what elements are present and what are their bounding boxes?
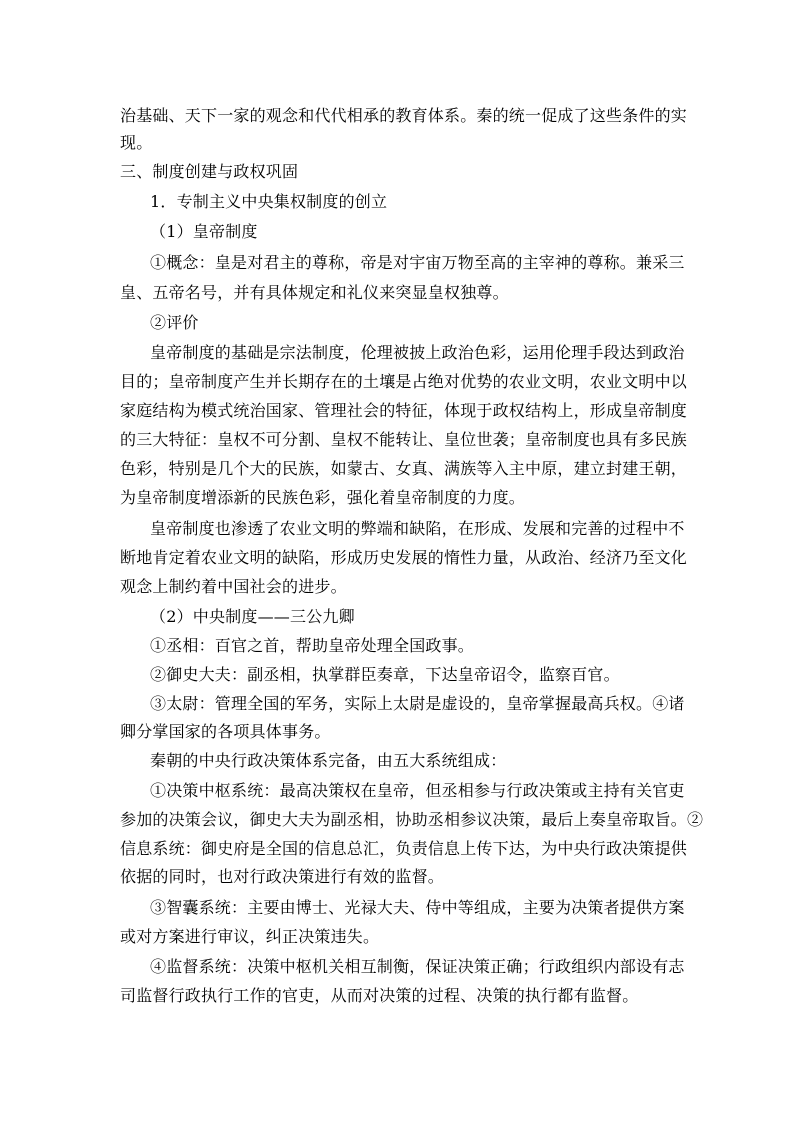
text-line: ④监督系统：决策中枢机关相互制衡，保证决策正确；行政组织内部设有志 bbox=[150, 957, 685, 976]
text-line: 治基础、天下一家的观念和代代相承的教育体系。秦的统一促成了这些条件的实 bbox=[120, 106, 688, 125]
text-line: 目的；皇帝制度产生并长期存在的土壤是占绝对优势的农业文明，农业文明中以 bbox=[120, 372, 688, 391]
text-line: ③太尉：管理全国的军务，实际上太尉是虚设的，皇帝掌握最高兵权。④诸 bbox=[150, 694, 685, 713]
text-line: 为皇帝制度增添新的民族色彩，强化着皇帝制度的力度。 bbox=[120, 488, 526, 507]
text-line: ②评价 bbox=[150, 313, 199, 332]
subsection-heading: （1）皇帝制度 bbox=[150, 222, 258, 241]
text-line: 家庭结构为模式统治国家、管理社会的特征，体现于政权结构上，形成皇帝制度 bbox=[120, 401, 688, 420]
text-line: 卿分掌国家的各项具体事务。 bbox=[120, 722, 331, 741]
text-line: ①概念：皇是对君主的尊称，帝是对宇宙万物至高的主宰神的尊称。兼采三 bbox=[150, 253, 685, 272]
text-line: 参加的决策会议，御史大夫为副丞相，协助丞相参议决策，最后上奏皇帝取旨。② bbox=[120, 810, 704, 829]
text-line: 皇帝制度的基础是宗法制度，伦理被披上政治色彩，运用伦理手段达到政治 bbox=[150, 343, 685, 362]
text-line: 信息系统：御史府是全国的信息总汇，负责信息上传下达，为中央行政决策提供 bbox=[120, 839, 688, 858]
text-line: 现。 bbox=[120, 133, 153, 152]
text-line: 皇、五帝名号，并有具体规定和礼仪来突显皇权独尊。 bbox=[120, 283, 509, 302]
text-line: 依据的同时，也对行政决策进行有效的监督。 bbox=[120, 867, 445, 886]
text-line: ①丞相：百官之首，帮助皇帝处理全国政事。 bbox=[150, 636, 475, 655]
text-line: 观念上制约着中国社会的进步。 bbox=[120, 577, 347, 596]
text-line: 皇帝制度也渗透了农业文明的弊端和缺陷，在形成、发展和完善的过程中不 bbox=[150, 519, 685, 538]
text-line: 色彩，特别是几个大的民族，如蒙古、女真、满族等入主中原，建立封建王朝， bbox=[120, 459, 688, 478]
text-line: 断地肯定着农业文明的缺陷，形成历史发展的惰性力量，从政治、经济乃至文化 bbox=[120, 548, 688, 567]
text-line: 秦朝的中央行政决策体系完备，由五大系统组成： bbox=[150, 751, 507, 770]
subsection-heading: （2）中央制度——三公九卿 bbox=[150, 607, 355, 626]
subsection-heading: 1．专制主义中央集权制度的创立 bbox=[150, 192, 388, 211]
text-line: ①决策中枢系统：最高决策权在皇帝，但丞相参与行政决策或主持有关官吏 bbox=[150, 781, 685, 800]
text-line: 或对方案进行审议，纠正决策违失。 bbox=[120, 927, 380, 946]
section-heading: 三、制度创建与政权巩固 bbox=[120, 162, 299, 181]
text-line: ③智囊系统：主要由博士、光禄大夫、侍中等组成，主要为决策者提供方案 bbox=[150, 898, 685, 917]
text-line: ②御史大夫：副丞相，执掌群臣奏章，下达皇帝诏令，监察百官。 bbox=[150, 665, 620, 684]
text-line: 司监督行政执行工作的官吏，从而对决策的过程、决策的执行都有监督。 bbox=[120, 986, 639, 1005]
text-line: 的三大特征：皇权不可分割、皇权不能转让、皇位世袭；皇帝制度也具有多民族 bbox=[120, 430, 688, 449]
